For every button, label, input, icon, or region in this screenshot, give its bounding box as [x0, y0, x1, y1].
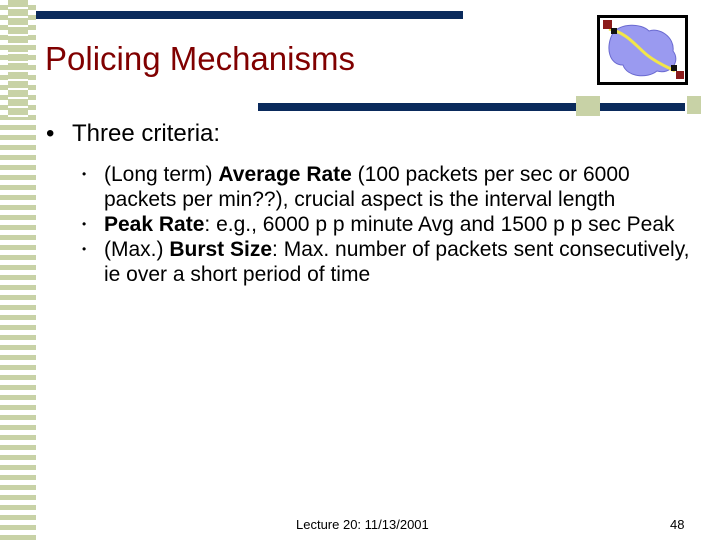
item-prefix: (Long term) [104, 163, 219, 186]
item-prefix: (Max.) [104, 238, 170, 261]
title-underline-bar [258, 103, 685, 111]
item-description: (100 packets per sec or 6000 packets per min??), crucial aspect is the interval length [104, 163, 630, 211]
main-bullet [46, 120, 220, 148]
top-decorative-bar [36, 11, 463, 19]
footer-lecture-date: Lecture 20: 11/13/2001 [296, 517, 429, 532]
list-item [82, 212, 707, 237]
bullet-dot: • [46, 120, 55, 147]
bullet-dot: • [82, 167, 87, 181]
list-item [82, 237, 707, 287]
left-stripe-top-decoration [8, 0, 28, 118]
bullet-dot: • [82, 242, 87, 256]
main-bullet-text: Three criteria: [72, 120, 221, 147]
item-term: Average Rate [218, 163, 352, 186]
network-cloud-logo-icon [597, 15, 688, 85]
item-description: : e.g., 6000 p p minute Avg and 1500 p p sec Peak [204, 213, 675, 236]
bullet-dot: • [82, 217, 87, 231]
item-description: : Max. number of packets sent consecutively, ie over a short period of time [104, 238, 690, 286]
list-item [82, 162, 707, 212]
criteria-list [82, 162, 707, 287]
decorative-square [576, 96, 600, 116]
item-term: Peak Rate [104, 213, 205, 236]
item-term: Burst Size [169, 238, 273, 261]
decorative-square [687, 96, 701, 114]
page-number: 48 [670, 517, 685, 532]
slide-title: Policing Mechanisms [45, 40, 355, 77]
